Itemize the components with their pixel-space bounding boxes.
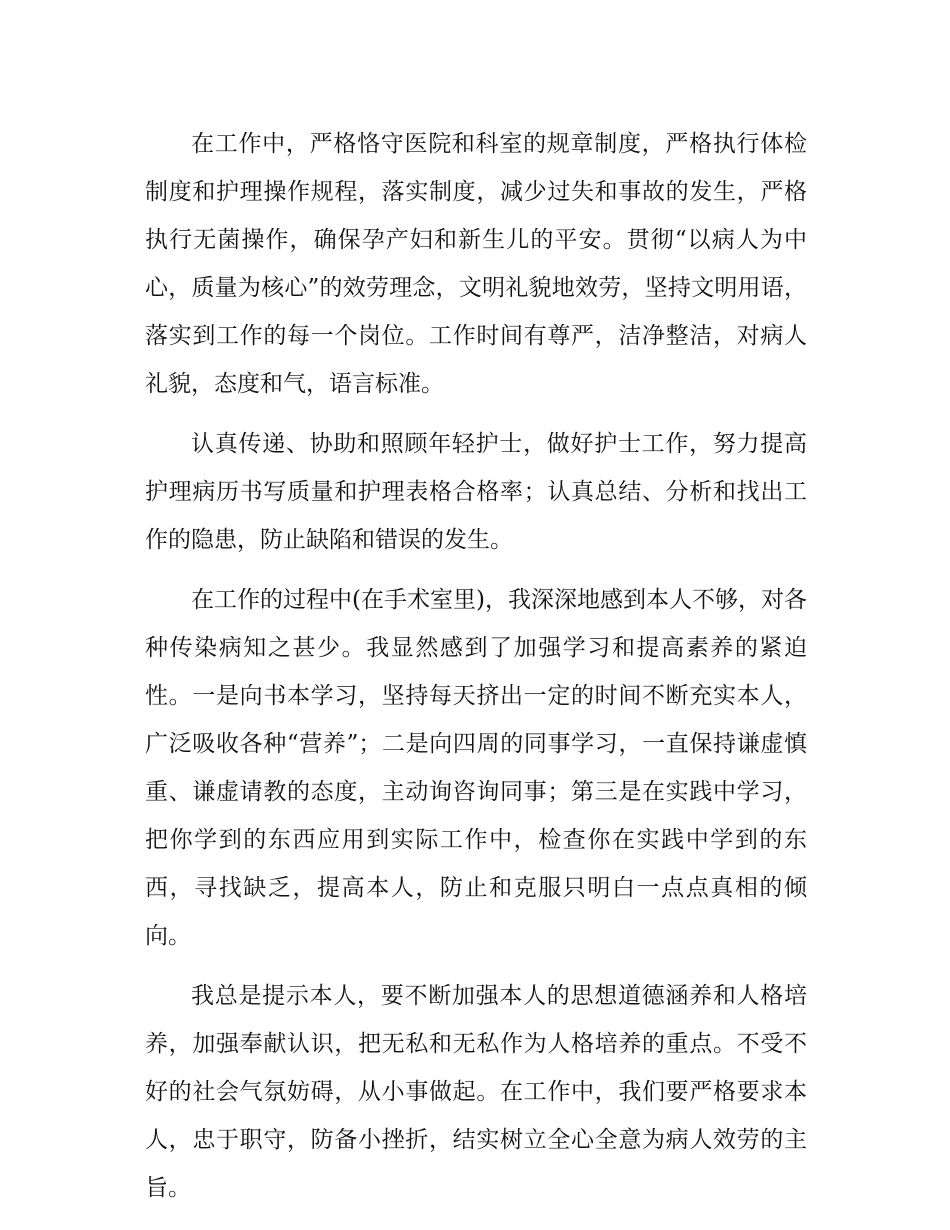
paragraph-1: 在工作中，严格恪守医院和科室的规章制度，严格执行体检制度和护理操作规程，落实制度，减少过失和事故的发生，严格执行无菌操作，确保孕产妇和新生儿的平安。贯彻“以病人为中心，质量为核心”的效劳理念，文明礼貌地效劳，坚持文明用语，落实到工作的每一个岗位。工作时间有尊严，洁净整洁，对病人礼貌，态度和气，语言标准。 (145, 131, 807, 397)
paragraph-4: 我总是提示本人，要不断加强本人的思想道德涵养和人格培养，加强奉献认识，把无私和无私作为人格培养的重点。不受不好的社会气氛妨碍，从小事做起。在工作中，我们要严格要求本人，忠于职守，防备小挫折，结实树立全心全意为病人效劳的主旨。 (145, 983, 807, 1201)
paragraph-3: 在工作的过程中(在手术室里)，我深深地感到本人不够，对各种传染病知之甚少。我显然感到了加强学习和提高素养的紧迫性。一是向书本学习，坚持每天挤出一定的时间不断充实本人，广泛吸收各种“营养”；二是向四周的同事学习，一直保持谦虚慎重、谦虚请教的态度，主动询咨询同事；第三是在实践中学习，把你学到的东西应用到实际工作中，检查你在实践中学到的东西，寻找缺乏，提高本人，防止和克服只明白一点点真相的倾向。 (145, 587, 807, 949)
paragraph-2: 认真传递、协助和照顾年轻护士，做好护士工作，努力提高护理病历书写质量和护理表格合格率；认真总结、分析和找出工作的隐患，防止缺陷和错误的发生。 (145, 431, 807, 553)
document-body (145, 120, 807, 1224)
